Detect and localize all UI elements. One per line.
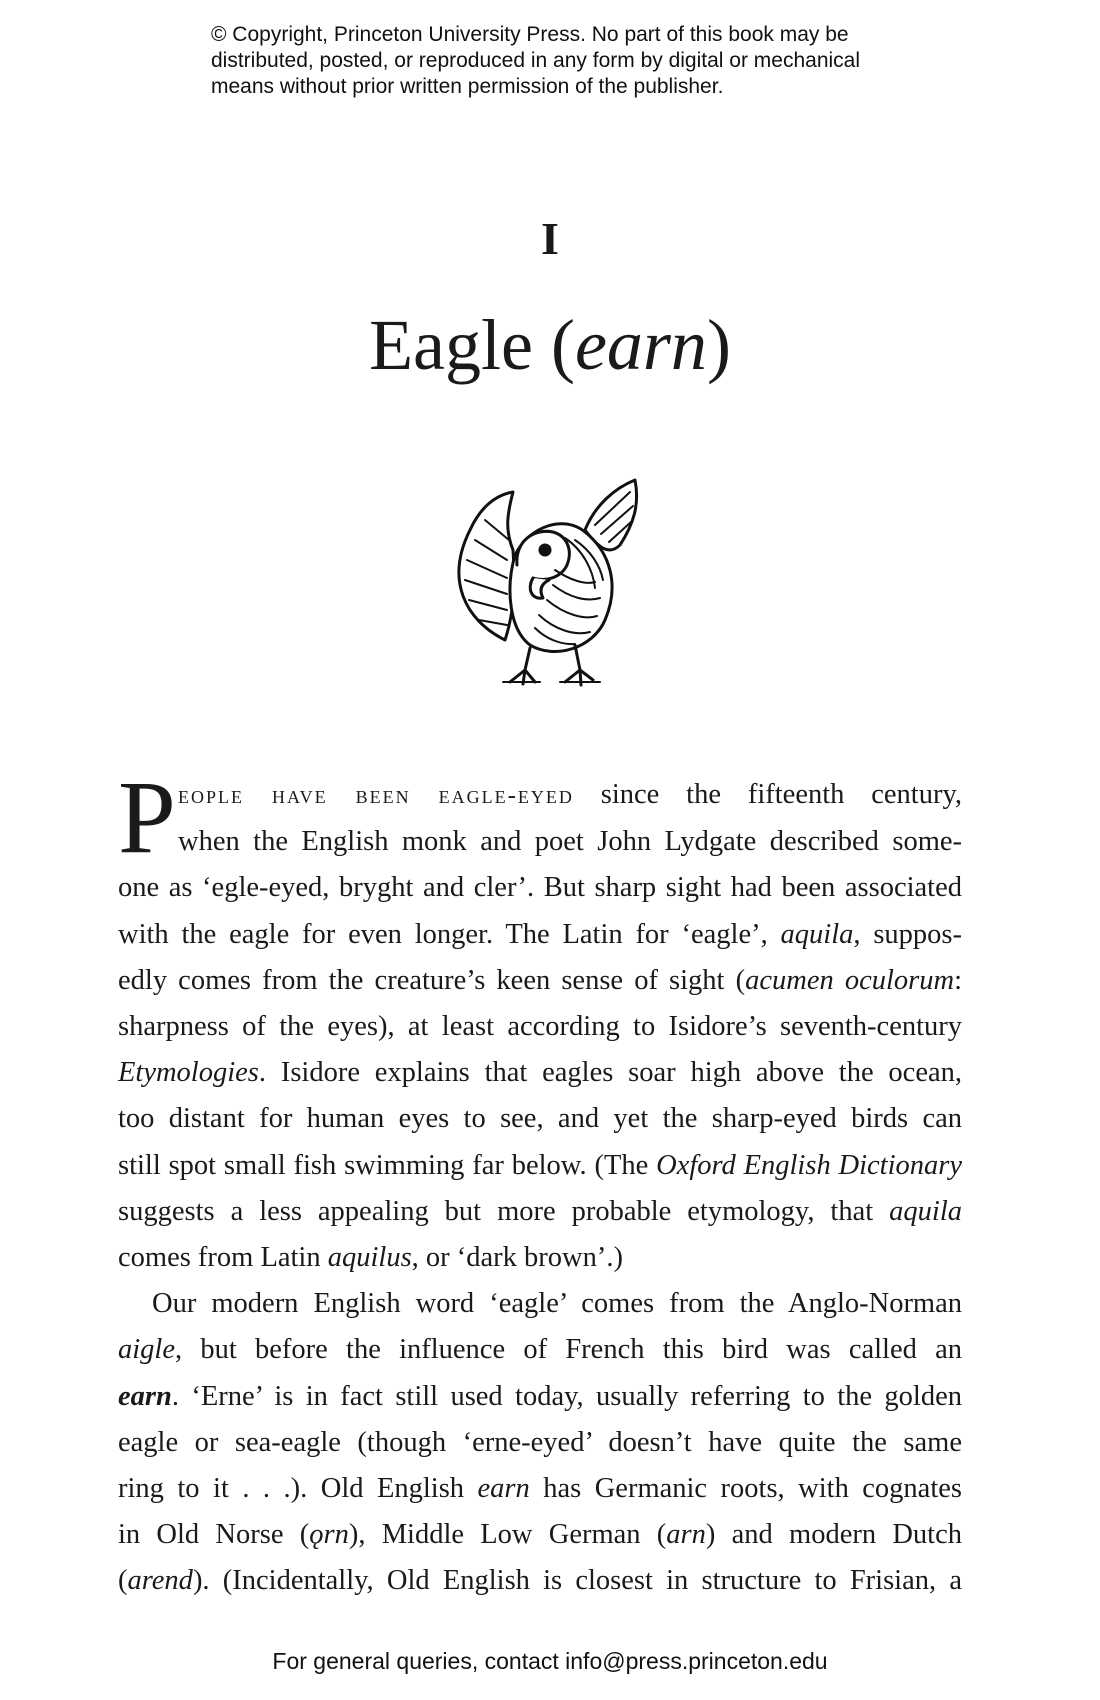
italic-term: Etymologies <box>118 1057 259 1089</box>
text-line <box>118 1189 962 1235</box>
bold-headword: earn <box>118 1380 172 1412</box>
italic-term: aquila <box>889 1195 962 1227</box>
italic-term: earn <box>477 1473 530 1505</box>
chapter-title <box>0 305 1100 385</box>
drop-cap: P <box>118 760 176 875</box>
italic-term: aigle <box>118 1334 175 1366</box>
chapter-number: I <box>541 213 559 264</box>
text-span: ( <box>118 1565 128 1597</box>
text-line <box>118 958 962 1004</box>
copyright-line-3: means without prior written permission of the publisher. <box>211 75 724 98</box>
text-span: . Isidore explains that eagles soar high above the ocean, <box>258 1057 962 1089</box>
italic-term: ǫrn <box>309 1519 349 1551</box>
italic-term: aquila <box>780 918 854 950</box>
text-line <box>118 912 962 958</box>
eagle-illustration-icon <box>435 470 665 700</box>
text-line <box>118 1558 962 1604</box>
text-line <box>118 1235 962 1281</box>
italic-term: Oxford English Dictionary <box>656 1149 962 1181</box>
text-line <box>118 1466 962 1512</box>
text-span: , but before the influence of French this bird was called an <box>175 1334 962 1366</box>
footer-contact: For general queries, contact info@press.princeton.edu <box>272 1648 828 1674</box>
text-line <box>118 1143 962 1189</box>
text-span: ring to it . . .). Old English <box>118 1473 478 1505</box>
text-line: when the English monk and poet John Lydgate described some- <box>178 826 962 858</box>
text-span: ), Middle Low German ( <box>348 1519 667 1551</box>
text-span: in Old Norse ( <box>118 1519 310 1551</box>
chapter-title-italic: earn <box>574 305 707 385</box>
text-span: has Germanic roots, with cognates <box>529 1473 962 1505</box>
italic-term: arn <box>666 1519 706 1551</box>
text-span: , or ‘dark brown’.) <box>411 1242 623 1274</box>
text-span: with the eagle for even longer. The Latin for ‘eagle’, <box>118 918 781 950</box>
italic-term: aquilus <box>327 1242 412 1274</box>
text-line <box>118 1327 962 1373</box>
text-span: still spot small fish swimming far below. (The <box>118 1149 657 1181</box>
text-line <box>118 1050 962 1096</box>
text-span: ). (Incidentally, Old English is closest in structure to Frisian, a <box>192 1565 962 1597</box>
text-line <box>118 772 962 819</box>
copyright-line-1: © Copyright, Princeton University Press. No part of this book may be <box>211 23 849 46</box>
text-span: , suppos- <box>853 918 962 950</box>
eagle-left-wing <box>459 492 514 640</box>
text-line: Our modern English word ‘eagle’ comes from the Anglo-Norman <box>152 1288 962 1320</box>
text-span: : <box>954 964 963 996</box>
text-line: one as ‘egle-eyed, bryght and cler’. But sharp sight had been associated <box>118 872 962 904</box>
text-span: suggests a less appealing but more probable etymology, that <box>118 1195 890 1227</box>
text-span: since the fifteenth century, <box>573 779 962 810</box>
text-line: too distant for human eyes to see, and yet the sharp-eyed birds can <box>118 1103 962 1135</box>
text-line <box>118 1374 962 1420</box>
italic-term: arend <box>127 1565 193 1597</box>
chapter-title-main: Eagle ( <box>369 305 575 385</box>
text-line: sharpness of the eyes), at least according to Isidore’s seventh-century <box>118 1011 962 1043</box>
text-span: ) and modern Dutch <box>705 1519 962 1551</box>
body-text <box>118 760 963 1605</box>
text-span: edly comes from the creature’s keen sense of sight ( <box>118 964 746 996</box>
copyright-line-2: distributed, posted, or reproduced in any form by digital or mechanical <box>211 49 861 72</box>
italic-term: acumen oculorum <box>745 964 955 996</box>
text-span: comes from Latin <box>118 1242 328 1274</box>
text-line: eagle or sea-eagle (though ‘erne-eyed’ doesn’t have quite the same <box>118 1426 962 1458</box>
chapter-title-close: ) <box>706 305 731 385</box>
text-span: . ‘Erne’ is in fact still used today, usually referring to the golden <box>171 1380 962 1412</box>
copyright-notice <box>211 22 931 100</box>
small-caps-opening: eople have been eagle-eyed <box>178 782 574 809</box>
text-line <box>118 1512 962 1558</box>
